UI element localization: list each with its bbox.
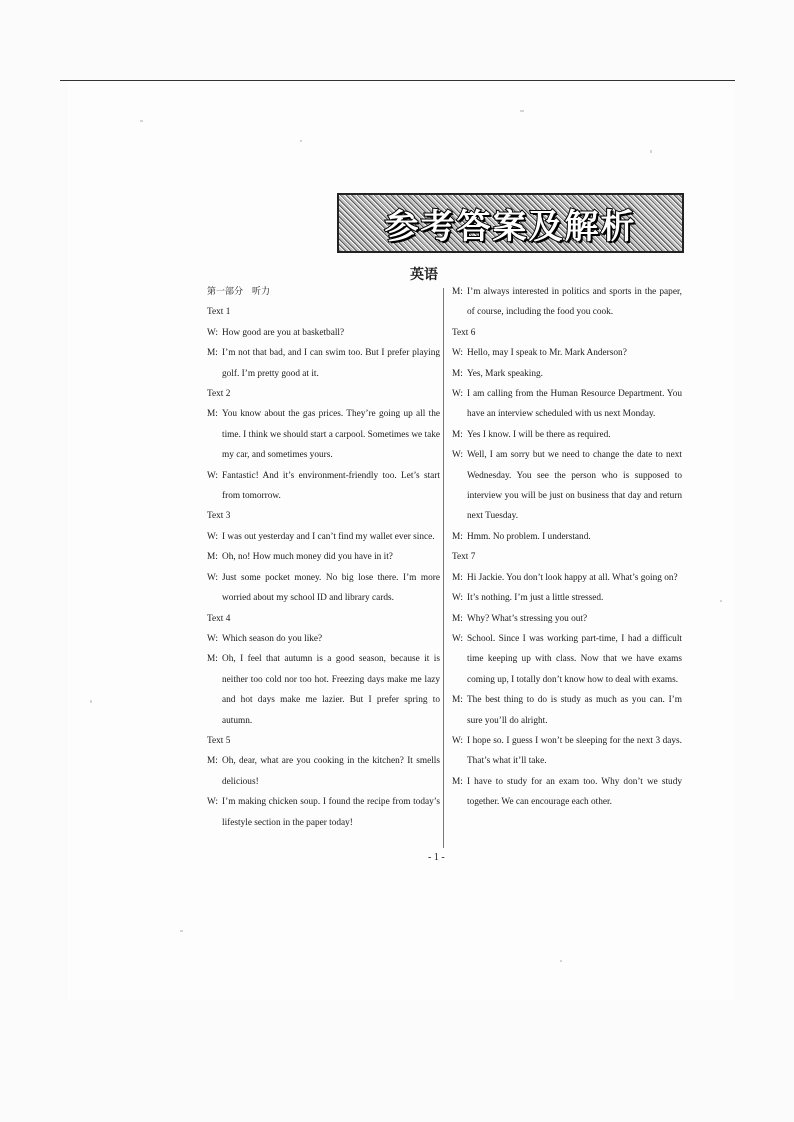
dialogue-line xyxy=(452,445,682,527)
speaker-label: W: xyxy=(452,389,464,400)
speaker-label: M: xyxy=(452,287,463,297)
dialogue-text: How good are you at basketball? xyxy=(222,327,345,338)
dialogue-line xyxy=(452,527,682,547)
page-number: - 1 - xyxy=(428,852,445,863)
speaker-label: M: xyxy=(452,531,463,542)
dialogue-text: It’s nothing. I’m just a little stressed. xyxy=(467,593,604,604)
speaker-label: W: xyxy=(207,470,219,481)
dialogue-text: I’m making chicken soup. I found the recipe from today’s lifestyle section in the paper today! xyxy=(222,797,440,828)
speaker-label: M: xyxy=(452,613,463,624)
answer-key-banner xyxy=(337,193,684,253)
subject-heading: 英语 xyxy=(410,267,438,283)
dialogue-text: I am calling from the Human Resource Department. You have an interview scheduled with us next Monday. xyxy=(467,389,682,420)
dialogue-text: Yes, Mark speaking. xyxy=(467,368,544,379)
dialogue-text: Oh, dear, what are you cooking in the kitchen? It smells delicious! xyxy=(222,756,440,787)
dialogue-text: I have to study for an exam too. Why don’t we study together. We can encourage each other. xyxy=(467,776,682,808)
speaker-label: M: xyxy=(207,348,218,359)
dialogue-line xyxy=(452,609,682,629)
dialogue-text: Hello, may I speak to Mr. Mark Anderson? xyxy=(467,348,627,359)
left-column xyxy=(207,282,440,833)
speaker-label: M: xyxy=(452,776,463,787)
text-label: Text 5 xyxy=(207,735,231,746)
speaker-label: W: xyxy=(207,531,219,542)
speaker-label: W: xyxy=(452,735,464,746)
scan-speck xyxy=(720,600,722,602)
dialogue-line xyxy=(452,690,682,731)
dialogue-line xyxy=(452,425,682,445)
column-divider xyxy=(443,288,444,848)
dialogue-text: You know about the gas prices. They’re going up all the time. I think we should start a carpool. Sometimes we take my car, and sometimes yours. xyxy=(222,409,440,461)
speaker-label: W: xyxy=(452,633,464,644)
dialogue-text: Fantastic! And it’s environment-friendly too. Let’s start from tomorrow. xyxy=(222,470,440,502)
dialogue-text: The best thing to do is study as much as you can. I’m sure you’ll do alright. xyxy=(467,695,682,726)
dialogue-line xyxy=(452,629,682,690)
dialogue-text: I was out yesterday and I can’t find my wallet ever since. xyxy=(222,531,435,542)
dialogue-text: I hope so. I guess I won’t be sleeping for the next 3 days. That’s what it’ll take. xyxy=(467,735,682,767)
dialogue-text: School. Since I was working part-time, I had a difficult time keeping up with class. Now that we have exams coming up, I totally don’t know how to deal with exams. xyxy=(467,633,682,685)
dialogue-line xyxy=(207,792,440,833)
dialogue-text: Well, I am sorry but we need to change the date to next Wednesday. You see the person who is supposed to interview you will be just on business that day and return next Tuesday. xyxy=(467,450,682,522)
dialogue-text: Which season do you like? xyxy=(222,633,323,644)
speaker-label: W: xyxy=(207,572,219,583)
scan-speck xyxy=(140,120,143,122)
text-label: Text 4 xyxy=(207,613,231,624)
dialogue-text: Why? What’s stressing you out? xyxy=(467,613,588,624)
dialogue-line xyxy=(452,343,682,363)
scan-speck xyxy=(650,150,652,153)
dialogue-text: I’m not that bad, and I can swim too. But I prefer playing golf. I’m pretty good at it. xyxy=(222,348,440,379)
speaker-label: W: xyxy=(452,593,464,604)
dialogue-line xyxy=(207,404,440,465)
dialogue-line xyxy=(452,568,682,588)
dialogue-line xyxy=(207,343,440,384)
speaker-label: W: xyxy=(452,450,464,461)
dialogue-line xyxy=(452,772,682,813)
section-heading: 第一部分 听力 xyxy=(207,287,271,297)
scan-speck xyxy=(300,140,302,142)
dialogue-text: Yes I know. I will be there as required. xyxy=(467,429,611,440)
dialogue-line xyxy=(452,588,682,608)
dialogue-line xyxy=(207,547,440,567)
text-label: Text 7 xyxy=(452,552,476,563)
speaker-label: W: xyxy=(452,348,464,359)
dialogue-text: Just some pocket money. No big lose there. I’m more worried about my school ID and library cards. xyxy=(222,572,440,604)
speaker-label: W: xyxy=(207,633,219,644)
dialogue-line xyxy=(207,751,440,792)
scan-speck xyxy=(560,960,562,962)
banner-title: 参考答案及解析 xyxy=(384,206,637,247)
speaker-label: M: xyxy=(207,409,218,420)
speaker-label: M: xyxy=(452,429,463,440)
text-label: Text 3 xyxy=(207,511,231,522)
speaker-label: W: xyxy=(207,797,219,808)
speaker-label: M: xyxy=(452,572,463,583)
dialogue-line xyxy=(207,466,440,507)
dialogue-text: Oh, I feel that autumn is a good season, because it is neither too cold nor too hot. Freezing days make me lazy and hot days make me lazier. But I prefer spring to autumn. xyxy=(222,654,440,726)
dialogue-text: I’m always interested in politics and sports in the paper, of course, including the food you cook. xyxy=(467,287,682,318)
top-rule xyxy=(60,80,735,81)
speaker-label: M: xyxy=(207,654,218,665)
text-label: Text 2 xyxy=(207,389,231,400)
dialogue-line xyxy=(207,629,440,649)
dialogue-line xyxy=(452,282,682,323)
dialogue-line xyxy=(452,364,682,384)
scan-speck xyxy=(520,110,524,112)
dialogue-line xyxy=(207,649,440,731)
speaker-label: M: xyxy=(452,695,463,706)
speaker-label: M: xyxy=(207,756,218,767)
right-column xyxy=(452,282,682,813)
dialogue-line xyxy=(207,527,440,547)
dialogue-text: Hi Jackie. You don’t look happy at all. What’s going on? xyxy=(467,572,678,583)
dialogue-line xyxy=(452,731,682,772)
text-label: Text 6 xyxy=(452,327,476,338)
dialogue-text: Hmm. No problem. I understand. xyxy=(467,531,591,542)
scan-speck xyxy=(180,930,183,932)
speaker-label: M: xyxy=(207,552,218,563)
dialogue-line xyxy=(207,323,440,343)
speaker-label: M: xyxy=(452,368,463,379)
text-label: Text 1 xyxy=(207,307,231,318)
scan-speck xyxy=(90,700,92,703)
speaker-label: W: xyxy=(207,327,219,338)
dialogue-text: Oh, no! How much money did you have in it? xyxy=(222,552,393,563)
dialogue-line xyxy=(207,568,440,609)
dialogue-line xyxy=(452,384,682,425)
